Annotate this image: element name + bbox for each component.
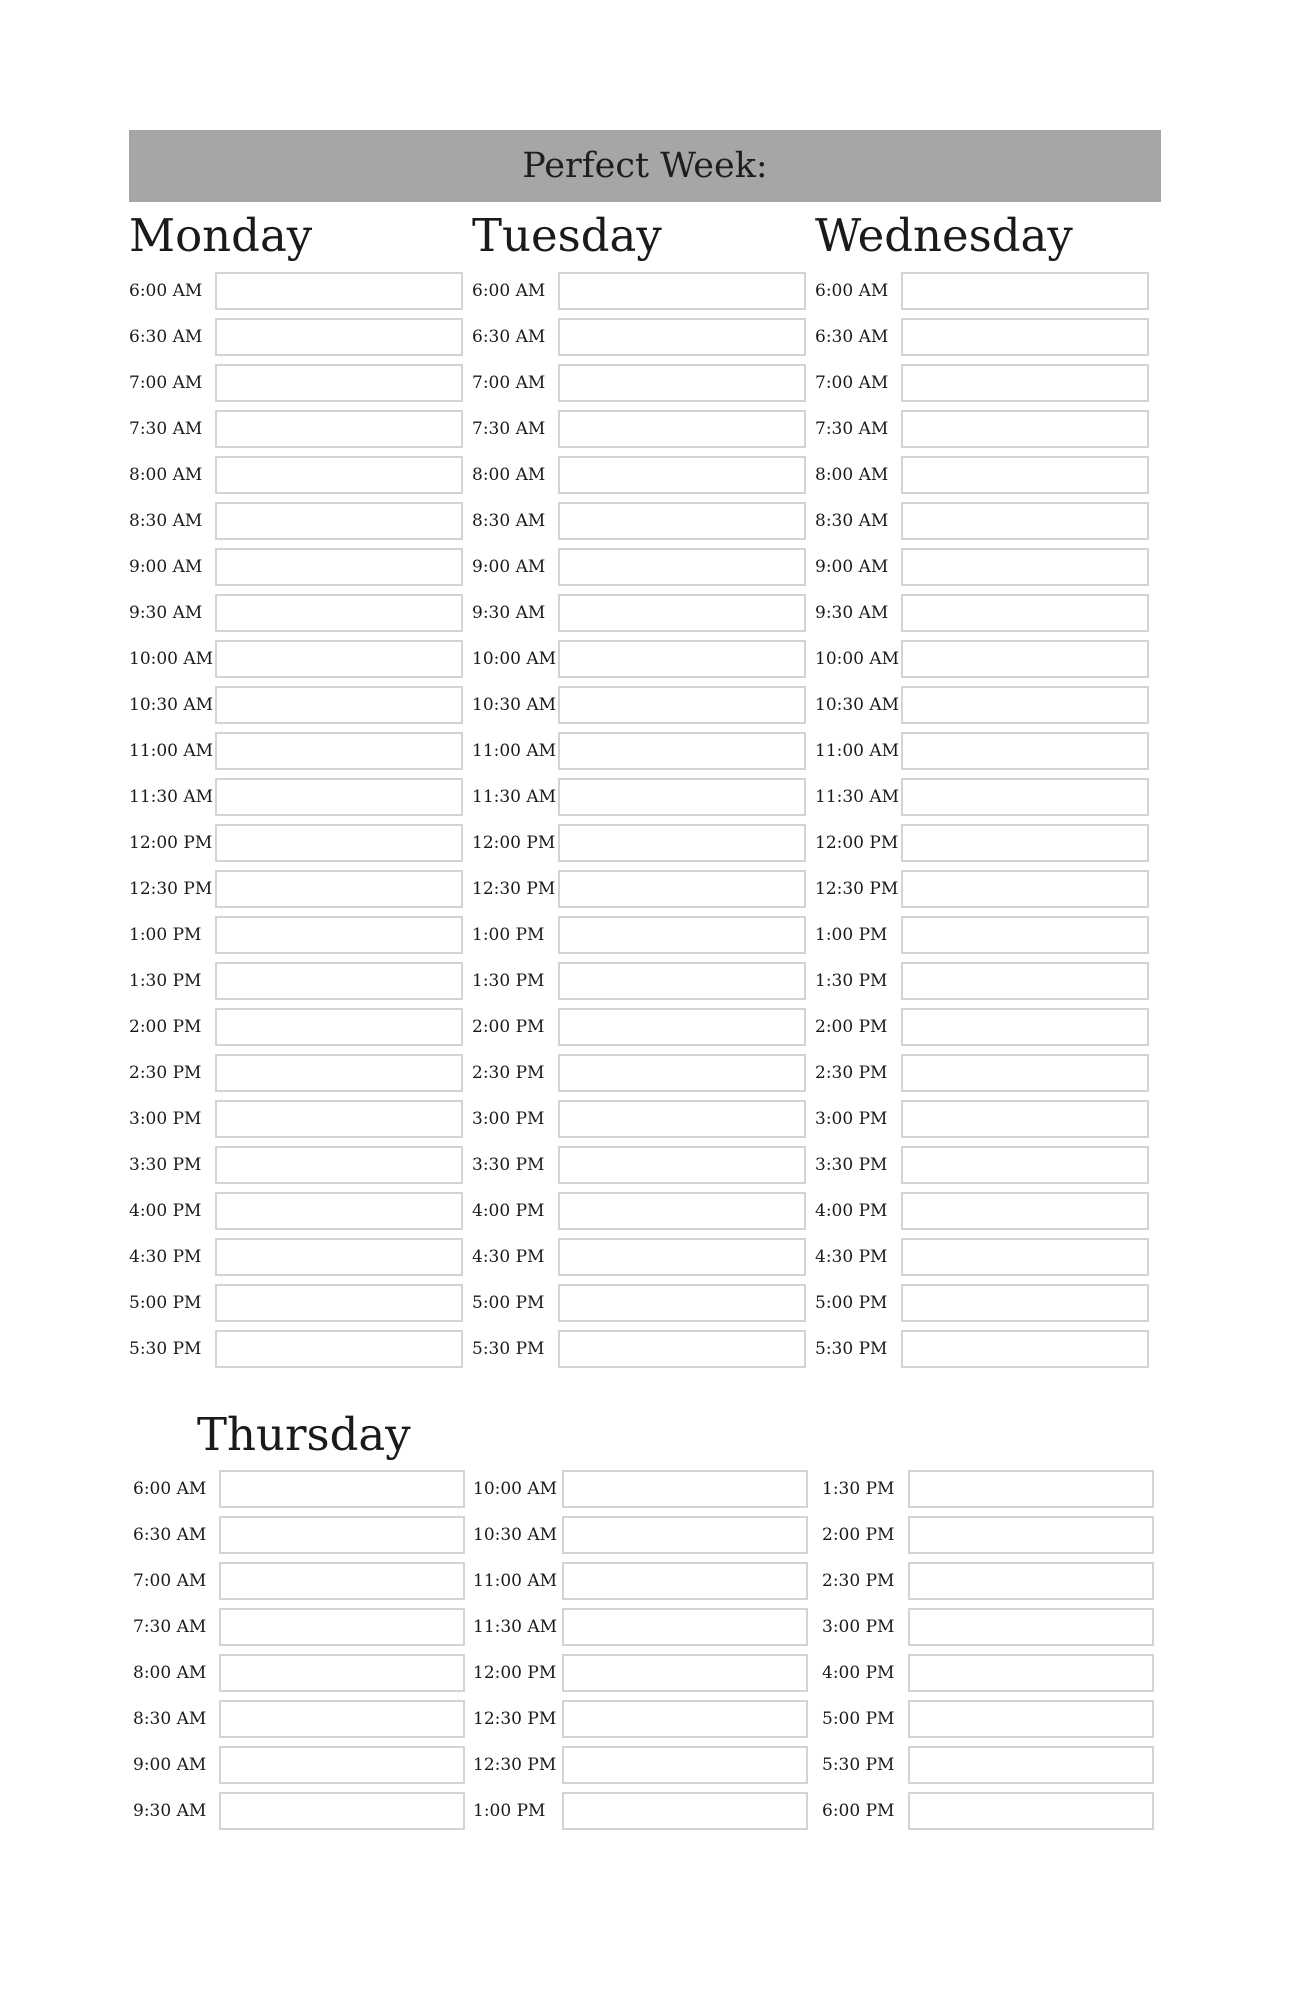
time-slot-entry-box[interactable]	[562, 1562, 808, 1600]
time-slot-entry-box[interactable]	[908, 1516, 1154, 1554]
time-label: 1:30 PM	[472, 971, 545, 991]
time-slot-entry-box[interactable]	[558, 502, 806, 540]
time-slot-entry-box[interactable]	[558, 732, 806, 770]
time-slot-entry-box[interactable]	[215, 502, 463, 540]
time-label: 1:00 PM	[473, 1801, 546, 1821]
time-label: 10:30 AM	[815, 695, 900, 715]
page-title: Perfect Week:	[522, 146, 768, 186]
time-label: 5:00 PM	[822, 1709, 895, 1729]
time-slot-entry-box[interactable]	[215, 548, 463, 586]
time-slot-entry-box[interactable]	[215, 640, 463, 678]
time-label: 2:00 PM	[129, 1017, 202, 1037]
time-slot-entry-box[interactable]	[908, 1792, 1154, 1830]
time-slot-entry-box[interactable]	[215, 1054, 463, 1092]
time-label: 10:30 AM	[129, 695, 214, 715]
time-slot-entry-box[interactable]	[901, 1008, 1149, 1046]
time-label: 9:00 AM	[133, 1755, 207, 1775]
time-label: 4:00 PM	[815, 1201, 888, 1221]
time-slot-entry-box[interactable]	[558, 916, 806, 954]
time-label: 2:30 PM	[815, 1063, 888, 1083]
time-label: 5:00 PM	[129, 1293, 202, 1313]
time-slot-entry-box[interactable]	[558, 1330, 806, 1368]
time-slot-entry-box[interactable]	[558, 364, 806, 402]
time-slot-entry-box[interactable]	[219, 1516, 465, 1554]
time-label: 7:00 AM	[472, 373, 546, 393]
time-label: 8:30 AM	[133, 1709, 207, 1729]
time-label: 10:00 AM	[473, 1479, 558, 1499]
time-slot-entry-box[interactable]	[558, 456, 806, 494]
time-slot-entry-box[interactable]	[908, 1470, 1154, 1508]
time-label: 10:00 AM	[129, 649, 214, 669]
time-label: 8:30 AM	[129, 511, 203, 531]
time-slot-entry-box[interactable]	[908, 1746, 1154, 1784]
time-label: 5:30 PM	[815, 1339, 888, 1359]
time-slot-entry-box[interactable]	[562, 1608, 808, 1646]
time-slot-entry-box[interactable]	[901, 410, 1149, 448]
time-slot-entry-box[interactable]	[558, 410, 806, 448]
time-slot-entry-box[interactable]	[901, 1100, 1149, 1138]
time-label: 9:00 AM	[815, 557, 889, 577]
time-label: 5:00 PM	[815, 1293, 888, 1313]
time-label: 6:30 AM	[129, 327, 203, 347]
time-slot-entry-box[interactable]	[901, 732, 1149, 770]
time-label: 3:00 PM	[822, 1617, 895, 1637]
time-slot-entry-box[interactable]	[215, 364, 463, 402]
time-slot-entry-box[interactable]	[562, 1516, 808, 1554]
time-label: 4:30 PM	[472, 1247, 545, 1267]
time-slot-entry-box[interactable]	[215, 916, 463, 954]
time-slot-entry-box[interactable]	[558, 1054, 806, 1092]
time-label: 6:30 AM	[133, 1525, 207, 1545]
time-slot-entry-box[interactable]	[558, 318, 806, 356]
time-slot-entry-box[interactable]	[901, 870, 1149, 908]
time-label: 2:30 PM	[822, 1571, 895, 1591]
time-slot-entry-box[interactable]	[901, 640, 1149, 678]
time-label: 11:30 AM	[129, 787, 214, 807]
time-slot-entry-box[interactable]	[215, 272, 463, 310]
time-slot-entry-box[interactable]	[215, 318, 463, 356]
time-label: 2:00 PM	[822, 1525, 895, 1545]
time-label: 9:00 AM	[129, 557, 203, 577]
time-slot-entry-box[interactable]	[901, 778, 1149, 816]
time-slot-entry-box[interactable]	[908, 1562, 1154, 1600]
time-label: 9:30 AM	[472, 603, 546, 623]
time-label: 10:30 AM	[472, 695, 557, 715]
time-slot-entry-box[interactable]	[215, 686, 463, 724]
time-slot-entry-box[interactable]	[215, 870, 463, 908]
time-label: 10:00 AM	[472, 649, 557, 669]
time-label: 3:00 PM	[472, 1109, 545, 1129]
time-slot-entry-box[interactable]	[901, 594, 1149, 632]
time-slot-entry-box[interactable]	[215, 824, 463, 862]
time-label: 3:30 PM	[472, 1155, 545, 1175]
time-label: 12:30 PM	[472, 879, 556, 899]
time-slot-entry-box[interactable]	[908, 1654, 1154, 1692]
time-slot-entry-box[interactable]	[558, 272, 806, 310]
time-slot-entry-box[interactable]	[901, 548, 1149, 586]
time-label: 4:30 PM	[815, 1247, 888, 1267]
time-slot-entry-box[interactable]	[908, 1608, 1154, 1646]
time-slot-entry-box[interactable]	[215, 732, 463, 770]
time-label: 6:00 PM	[822, 1801, 895, 1821]
time-label: 12:30 PM	[473, 1709, 557, 1729]
time-label: 9:30 AM	[133, 1801, 207, 1821]
time-label: 12:00 PM	[815, 833, 899, 853]
time-label: 2:30 PM	[472, 1063, 545, 1083]
time-label: 6:00 AM	[129, 281, 203, 301]
time-label: 8:30 AM	[815, 511, 889, 531]
time-slot-entry-box[interactable]	[562, 1654, 808, 1692]
time-slot-entry-box[interactable]	[558, 594, 806, 632]
time-slot-entry-box[interactable]	[901, 318, 1149, 356]
time-label: 10:30 AM	[473, 1525, 558, 1545]
time-label: 7:00 AM	[129, 373, 203, 393]
time-label: 7:30 AM	[815, 419, 889, 439]
time-label: 8:00 AM	[815, 465, 889, 485]
time-label: 11:00 AM	[129, 741, 214, 761]
time-label: 3:30 PM	[815, 1155, 888, 1175]
time-label: 6:30 AM	[815, 327, 889, 347]
time-slot-entry-box[interactable]	[558, 548, 806, 586]
time-slot-entry-box[interactable]	[215, 594, 463, 632]
time-slot-entry-box[interactable]	[219, 1608, 465, 1646]
time-slot-entry-box[interactable]	[901, 1146, 1149, 1184]
time-label: 7:00 AM	[815, 373, 889, 393]
time-slot-entry-box[interactable]	[558, 640, 806, 678]
time-label: 11:30 AM	[473, 1617, 558, 1637]
time-label: 4:00 PM	[129, 1201, 202, 1221]
time-label: 7:30 AM	[133, 1617, 207, 1637]
time-label: 12:00 PM	[473, 1663, 557, 1683]
time-label: 4:30 PM	[129, 1247, 202, 1267]
time-label: 1:00 PM	[472, 925, 545, 945]
time-slot-entry-box[interactable]	[219, 1654, 465, 1692]
time-slot-entry-box[interactable]	[901, 686, 1149, 724]
time-slot-entry-box[interactable]	[558, 1192, 806, 1230]
time-slot-entry-box[interactable]	[901, 364, 1149, 402]
time-label: 7:30 AM	[129, 419, 203, 439]
time-label: 3:00 PM	[129, 1109, 202, 1129]
time-slot-entry-box[interactable]	[558, 1238, 806, 1276]
time-label: 2:30 PM	[129, 1063, 202, 1083]
time-slot-entry-box[interactable]	[219, 1746, 465, 1784]
time-label: 11:30 AM	[815, 787, 900, 807]
time-label: 8:00 AM	[133, 1663, 207, 1683]
time-label: 2:00 PM	[472, 1017, 545, 1037]
time-label: 4:00 PM	[472, 1201, 545, 1221]
time-slot-entry-box[interactable]	[901, 502, 1149, 540]
time-slot-entry-box[interactable]	[901, 272, 1149, 310]
time-label: 9:00 AM	[472, 557, 546, 577]
time-label: 5:30 PM	[472, 1339, 545, 1359]
time-slot-entry-box[interactable]	[901, 1238, 1149, 1276]
time-slot-entry-box[interactable]	[219, 1470, 465, 1508]
time-slot-entry-box[interactable]	[215, 1146, 463, 1184]
time-label: 11:00 AM	[472, 741, 557, 761]
time-slot-entry-box[interactable]	[215, 1192, 463, 1230]
time-label: 12:00 PM	[472, 833, 556, 853]
time-slot-entry-box[interactable]	[215, 1008, 463, 1046]
time-slot-entry-box[interactable]	[219, 1562, 465, 1600]
time-slot-entry-box[interactable]	[558, 686, 806, 724]
day-title-wednesday: Wednesday	[815, 209, 1073, 262]
time-label: 12:30 PM	[815, 879, 899, 899]
time-label: 7:30 AM	[472, 419, 546, 439]
time-label: 11:30 AM	[472, 787, 557, 807]
time-slot-entry-box[interactable]	[215, 778, 463, 816]
time-slot-entry-box[interactable]	[901, 1054, 1149, 1092]
time-slot-entry-box[interactable]	[219, 1792, 465, 1830]
time-slot-entry-box[interactable]	[558, 962, 806, 1000]
time-label: 5:30 PM	[129, 1339, 202, 1359]
time-label: 1:30 PM	[815, 971, 888, 991]
time-slot-entry-box[interactable]	[901, 824, 1149, 862]
time-label: 9:30 AM	[129, 603, 203, 623]
time-label: 1:00 PM	[129, 925, 202, 945]
time-label: 8:00 AM	[472, 465, 546, 485]
time-slot-entry-box[interactable]	[562, 1792, 808, 1830]
time-slot-entry-box[interactable]	[215, 1100, 463, 1138]
time-label: 2:00 PM	[815, 1017, 888, 1037]
time-label: 6:00 AM	[472, 281, 546, 301]
time-slot-entry-box[interactable]	[215, 1330, 463, 1368]
time-label: 5:30 PM	[822, 1755, 895, 1775]
time-slot-entry-box[interactable]	[901, 1192, 1149, 1230]
time-label: 7:00 AM	[133, 1571, 207, 1591]
time-slot-entry-box[interactable]	[215, 962, 463, 1000]
time-label: 1:30 PM	[129, 971, 202, 991]
time-slot-entry-box[interactable]	[558, 870, 806, 908]
time-slot-entry-box[interactable]	[558, 1008, 806, 1046]
time-label: 3:30 PM	[129, 1155, 202, 1175]
time-label: 1:30 PM	[822, 1479, 895, 1499]
time-label: 5:00 PM	[472, 1293, 545, 1313]
time-slot-entry-box[interactable]	[562, 1470, 808, 1508]
time-slot-entry-box[interactable]	[901, 1330, 1149, 1368]
time-label: 4:00 PM	[822, 1663, 895, 1683]
page-title-banner	[129, 130, 1161, 202]
time-slot-entry-box[interactable]	[901, 962, 1149, 1000]
time-label: 12:30 PM	[473, 1755, 557, 1775]
time-label: 8:30 AM	[472, 511, 546, 531]
time-slot-entry-box[interactable]	[901, 916, 1149, 954]
time-label: 6:00 AM	[133, 1479, 207, 1499]
time-slot-entry-box[interactable]	[558, 824, 806, 862]
time-slot-entry-box[interactable]	[219, 1700, 465, 1738]
time-label: 12:00 PM	[129, 833, 213, 853]
time-label: 9:30 AM	[815, 603, 889, 623]
time-slot-entry-box[interactable]	[215, 410, 463, 448]
time-slot-entry-box[interactable]	[215, 1238, 463, 1276]
time-label: 11:00 AM	[815, 741, 900, 761]
time-slot-entry-box[interactable]	[558, 1100, 806, 1138]
time-slot-entry-box[interactable]	[558, 778, 806, 816]
day-title-monday: Monday	[129, 209, 313, 262]
time-slot-entry-box[interactable]	[908, 1700, 1154, 1738]
day-title-tuesday: Tuesday	[472, 209, 662, 262]
time-label: 8:00 AM	[129, 465, 203, 485]
time-slot-entry-box[interactable]	[562, 1746, 808, 1784]
time-label: 1:00 PM	[815, 925, 888, 945]
time-slot-entry-box[interactable]	[901, 1284, 1149, 1322]
time-label: 10:00 AM	[815, 649, 900, 669]
time-label: 12:30 PM	[129, 879, 213, 899]
time-slot-entry-box[interactable]	[901, 456, 1149, 494]
time-slot-entry-box[interactable]	[215, 456, 463, 494]
day-title-thursday: Thursday	[197, 1408, 411, 1461]
time-label: 6:30 AM	[472, 327, 546, 347]
time-slot-entry-box[interactable]	[215, 1284, 463, 1322]
time-slot-entry-box[interactable]	[558, 1146, 806, 1184]
time-label: 3:00 PM	[815, 1109, 888, 1129]
time-slot-entry-box[interactable]	[558, 1284, 806, 1322]
time-label: 11:00 AM	[473, 1571, 558, 1591]
time-slot-entry-box[interactable]	[562, 1700, 808, 1738]
time-label: 6:00 AM	[815, 281, 889, 301]
